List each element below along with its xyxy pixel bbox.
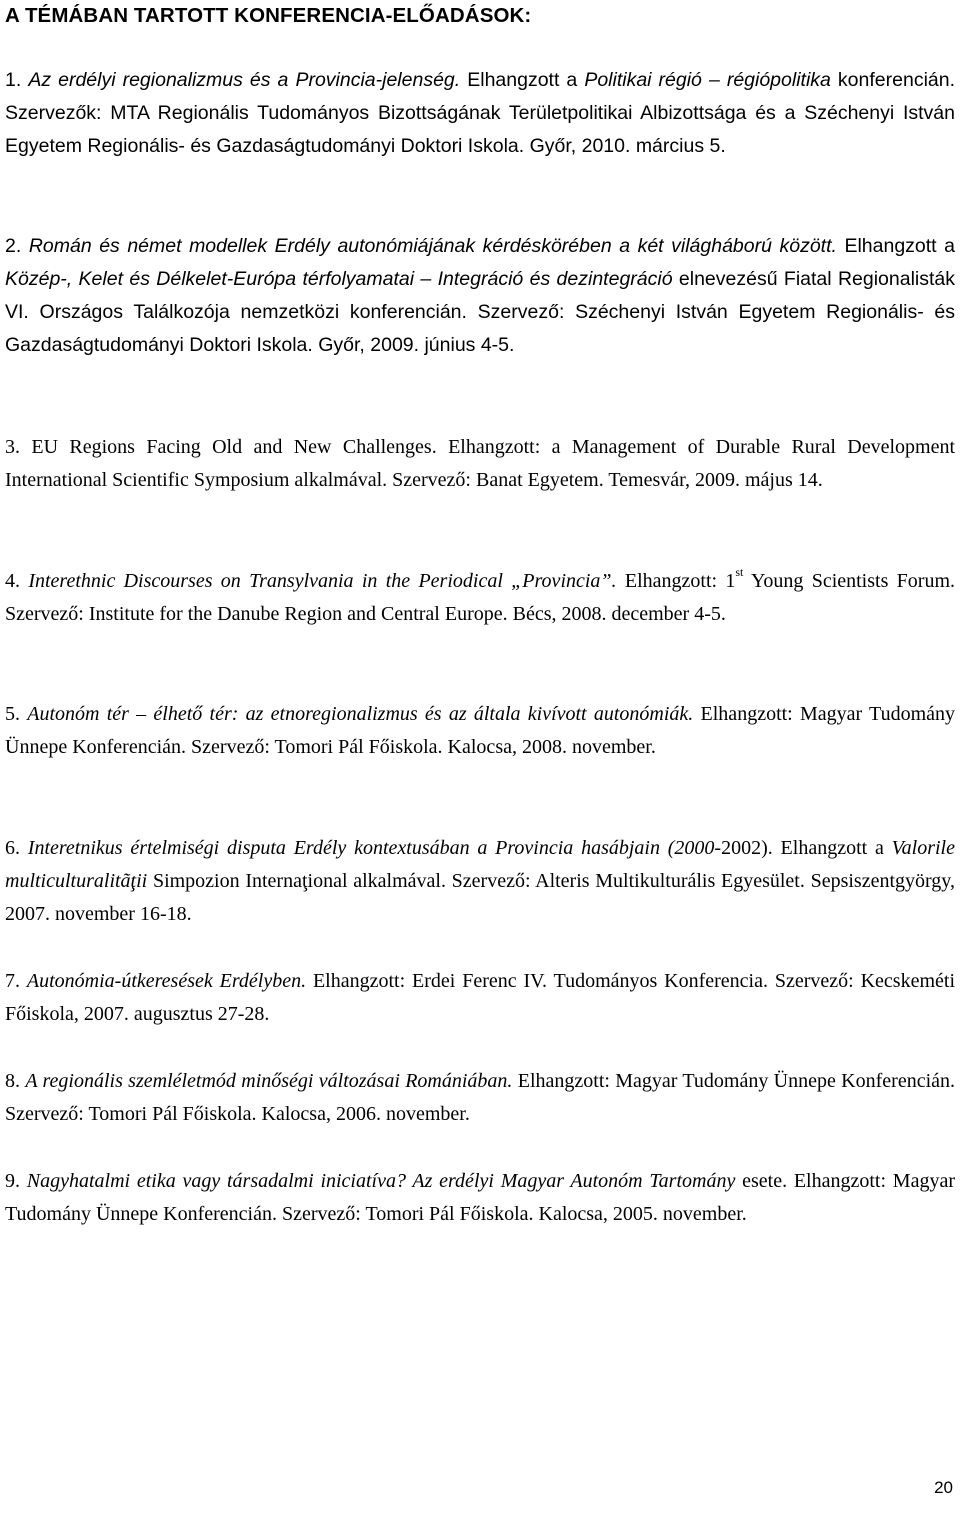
item-number: 4. bbox=[5, 570, 29, 592]
list-item bbox=[5, 832, 955, 931]
item-text: st bbox=[735, 565, 744, 580]
item-title-text: Interethnic Discourses on Transylvania in the Periodical „Provincia”. bbox=[28, 570, 617, 592]
item-title-text: Román és német modellek Erdély autonómiájának kérdéskörében a két világháború között. bbox=[28, 235, 837, 257]
item-number: 8. bbox=[5, 1070, 26, 1092]
list-item bbox=[5, 1065, 955, 1131]
item-text: konferencián. Szervezők: MTA Regionális Tudományos Bizottságának Területpolitikai Albizottsága és a Széchenyi István Egyetem Regionális- és Gazdaságtudományi Doktori Iskola. Győr, 2010. március 5. bbox=[5, 69, 956, 157]
item-number: 6. bbox=[5, 837, 28, 859]
item-number: 7. bbox=[5, 970, 27, 992]
item-title-text: Autonómia-útkeresések Erdélyben. bbox=[26, 970, 307, 992]
item-text: Elhangzott: Erdei Ferenc IV. Tudományos Konferencia. Szervező: Kecskeméti Főiskola, 2007. augusztus 27-28. bbox=[5, 970, 955, 1025]
page-number: 20 bbox=[934, 1478, 953, 1497]
item-title-text: Az erdélyi regionalizmus és a Provincia-jelenség. bbox=[28, 69, 461, 91]
list-item bbox=[5, 565, 955, 631]
item-title-text: Valorile multiculturalitãţii bbox=[5, 837, 955, 892]
item-text: Elhangzott: Magyar Tudomány Ünnepe Konferencián. Szervező: Tomori Pál Főiskola. Kalocsa, 2006. november. bbox=[5, 1070, 956, 1125]
item-number: 5. bbox=[5, 703, 28, 725]
list-item bbox=[5, 698, 955, 764]
item-title-text: Nagyhatalmi etika vagy társadalmi iniciatíva? Az erdélyi Magyar Autonóm Tartomány bbox=[26, 1170, 736, 1192]
list-item bbox=[5, 965, 955, 1031]
item-text: elnevezésű Fiatal Regionalisták VI. Országos Találkozója nemzetközi konferencián. Szervező: Széchenyi István Egyetem Regionális- és Gazdaságtudományi Doktori Iskola. Győr, 2009. június 4-5. bbox=[5, 268, 956, 356]
list-item bbox=[5, 64, 955, 163]
list-item bbox=[5, 1165, 955, 1231]
item-text: Elhangzott a bbox=[836, 235, 955, 257]
item-number: 1. bbox=[5, 69, 29, 91]
item-title-text: Közép-, Kelet és Délkelet-Európa térfolyamatai – Integráció és dezintegráció bbox=[5, 268, 673, 290]
item-text: esete. Elhangzott: Magyar Tudomány Ünnepe Konferencián. Szervező: Tomori Pál Főiskola. Kalocsa, 2005. november. bbox=[5, 1170, 955, 1225]
item-text: Elhangzott: Magyar Tudomány Ünnepe Konferencián. Szervező: Tomori Pál Főiskola. Kalocsa, 2008. november. bbox=[5, 703, 955, 758]
item-number: 9. bbox=[5, 1170, 27, 1192]
item-title-text: Politikai régió – régiópolitika bbox=[584, 69, 831, 91]
document-page bbox=[5, 0, 955, 1513]
list-item bbox=[5, 230, 955, 362]
item-title-text: Interetnikus értelmiségi disputa Erdély kontextusában a Provincia hasábjain (2000- bbox=[27, 837, 722, 859]
item-number: 3. bbox=[5, 436, 32, 458]
section-heading: A TÉMÁBAN TARTOTT KONFERENCIA-ELŐADÁSOK: bbox=[5, 4, 532, 27]
item-text: 2002). Elhangzott a bbox=[721, 837, 892, 859]
item-text: Elhangzott: a Management of Durable Rural Development International Scientific Symposium alkalmával. Szervező: Banat Egyetem. Temesvár, 2009. május 14. bbox=[5, 436, 955, 491]
item-title-text: Autonóm tér – élhető tér: az etnoregionalizmus és az általa kivívott autonómiák. bbox=[27, 703, 694, 725]
item-number: 2. bbox=[5, 235, 29, 257]
item-text: Elhangzott: 1 bbox=[616, 570, 736, 592]
item-text: EU Regions Facing Old and New Challenges. bbox=[31, 436, 437, 458]
item-title-text: A regionális szemléletmód minőségi változásai Romániában. bbox=[25, 1070, 513, 1092]
item-text: Simpozion Internaţional alkalmával. Szervező: Alteris Multikulturális Egyesület. Sepsiszentgyörgy, 2007. november 16-18. bbox=[5, 870, 955, 925]
item-text: Young Scientists Forum. Szervező: Institute for the Danube Region and Central Europe. Bécs, 2008. december 4-5. bbox=[5, 570, 956, 625]
list-item bbox=[5, 431, 955, 497]
item-text: Elhangzott a bbox=[460, 69, 585, 91]
